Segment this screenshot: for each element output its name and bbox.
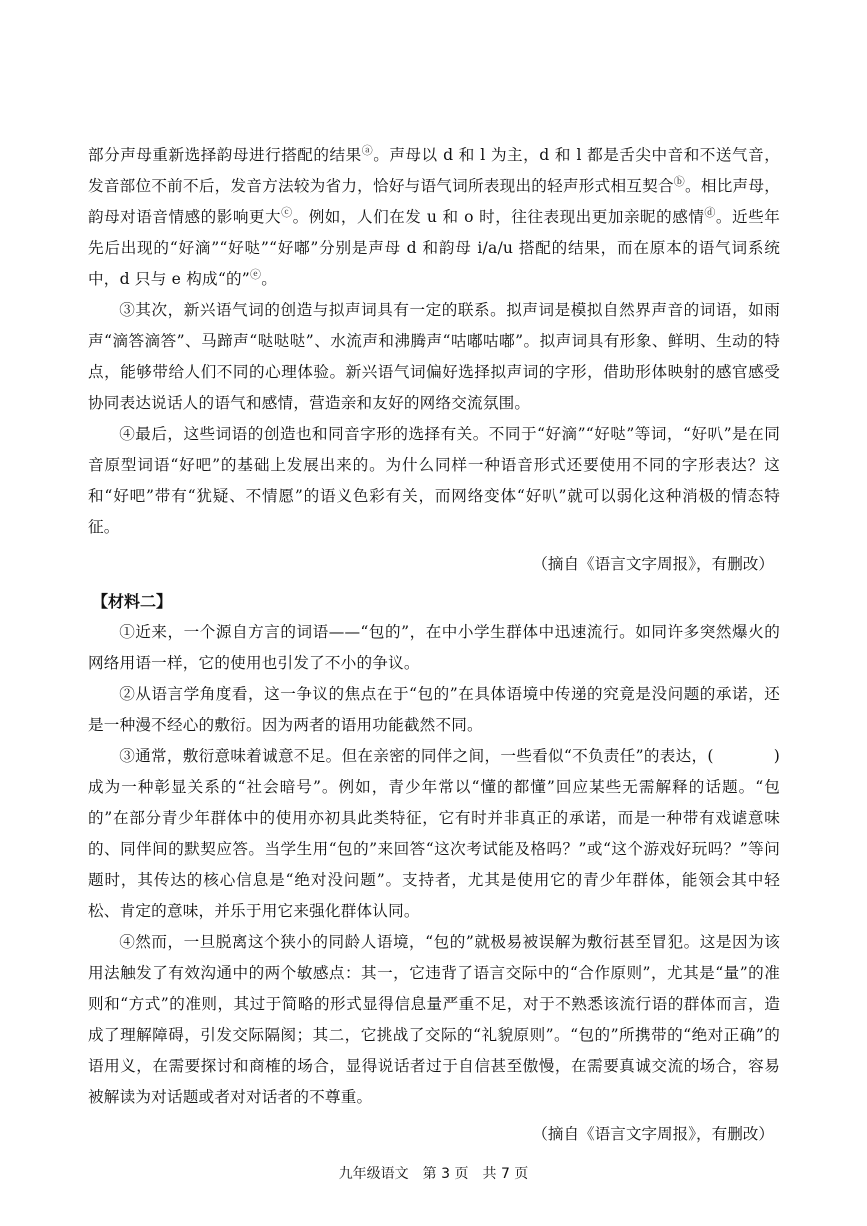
text-run: 部分声母重新选择韵母进行搭配的结果 (88, 146, 362, 164)
marker-e: ⓔ (249, 267, 262, 281)
material2-para-3 (88, 741, 780, 927)
material2-source: （摘自《语言文字周报》，有删改） (532, 1125, 774, 1143)
material1-para-3: ③其次，新兴语气词的创造与拟声词具有一定的联系。拟声词是模拟自然界声音的词语，如雨声“滴答滴答”、马蹄声“哒哒哒”、水流声和沸腾声“咕嘟咕嘟”。拟声词具有形象、鲜明、生动的特点，能够带给人们不同的心理体验。新兴语气词偏好选择拟声词的字形，借助形体映射的感官感受协同表达说话人的语气和感情，营造亲和友好的网络交流氛围。 (88, 301, 780, 412)
material1-para-continued (88, 140, 780, 295)
marker-d: ⓓ (704, 205, 716, 219)
material2-para-4: ④然而，一旦脱离这个狭小的同龄人语境，“包的”就极易被误解为敷衍甚至冒犯。这是因为该用法触发了有效沟通中的两个敏感点：其一，它违背了语言交际中的“合作原则”，尤其是“量”的准则和“方式”的准则，其过于简略的形式显得信息量严重不足，对于不熟悉该流行语的群体而言，造成了理解障碍，引发交际隔阂；其二，它挑战了交际的“礼貌原则”。“包的”所携带的“绝对正确”的语用义，在需要探讨和商榷的场合，显得说话者过于自信甚至傲慢，在需要真诚交流的场合，容易被解读为对话题或者对对话者的不尊重。 (88, 933, 780, 1106)
text-run: 。声母以 d 和 l 为主，d 和 l 都是舌尖中音和不送气音，发音部位不前不后，发音方法较为省力，恰好与语气词所表现出的轻声形式相互契合 (88, 146, 780, 195)
marker-c: ⓒ (281, 205, 293, 219)
material2-para-2: ②从语言学角度看，这一争议的焦点在于“包的”在具体语境中传递的究竟是没问题的承诺，还是一种漫不经心的敷衍。因为两者的语用功能截然不同。 (88, 685, 780, 734)
text-run: 。相比声母，韵母对语音情感的影响更大 (88, 177, 781, 226)
text-run: )成为一种彰显关系的“社会暗号”。例如，青少年常以“懂的都懂”回应某些无需解释的话题。“包的”在部分青少年群体中的使用亦初具此类特征，它有时并非真正的承诺，而是一种带有戏谑意味的、同伴间的默契应答。当学生用“包的”来回答“这次考试能及格吗？”或“这个游戏好玩吗？”等问题时，其传达的核心信息是“绝对没问题”。支持者，尤其是使用它的青少年群体，能领会其中轻松、肯定的意味，并乐于用它来强化群体认同。 (88, 747, 780, 920)
text-run: 。 (261, 270, 277, 288)
material1-para-4: ④最后，这些词语的创造也和同音字形的选择有关。不同于“好滴”“好哒”等词，“好叭”是在同音原型词语“好吧”的基础上发展出来的。为什么同样一种语音形式还要使用不同的字形表达？这和“好吧”带有“犹疑、不情愿”的语义色彩有关，而网络变体“好叭”就可以弱化这种消极的情态特征。 (88, 425, 780, 536)
page-content (88, 140, 780, 1156)
text-run: 。例如，人们在发 u 和 o 时，往往表现出更加亲昵的感情 (292, 208, 705, 226)
page-footer: 九年级语文 第 3 页 共 7 页 (338, 1166, 529, 1182)
marker-a: ⓐ (361, 143, 374, 157)
text-run: 。近些年先后出现的“好滴”“好哒”“好嘟”分别是声母 d 和韵母 i/a/u 搭配的结果，而在原本的语气词系统中，d 只与 e 构成“的” (88, 208, 780, 288)
material2-heading: 【材料二】 (92, 592, 173, 611)
marker-b: ⓑ (673, 174, 686, 188)
material1-source: （摘自《语言文字周报》，有删改） (532, 555, 774, 573)
material2-para-1: ①近来，一个源自方言的词语——“包的”，在中小学生群体中迅速流行。如同许多突然爆火的网络用语一样，它的使用也引发了不小的争议。 (88, 623, 780, 672)
text-run: ③通常，敷衍意味着诚意不足。但在亲密的同伴之间，一些看似“不负责任”的表达，( (119, 747, 714, 765)
